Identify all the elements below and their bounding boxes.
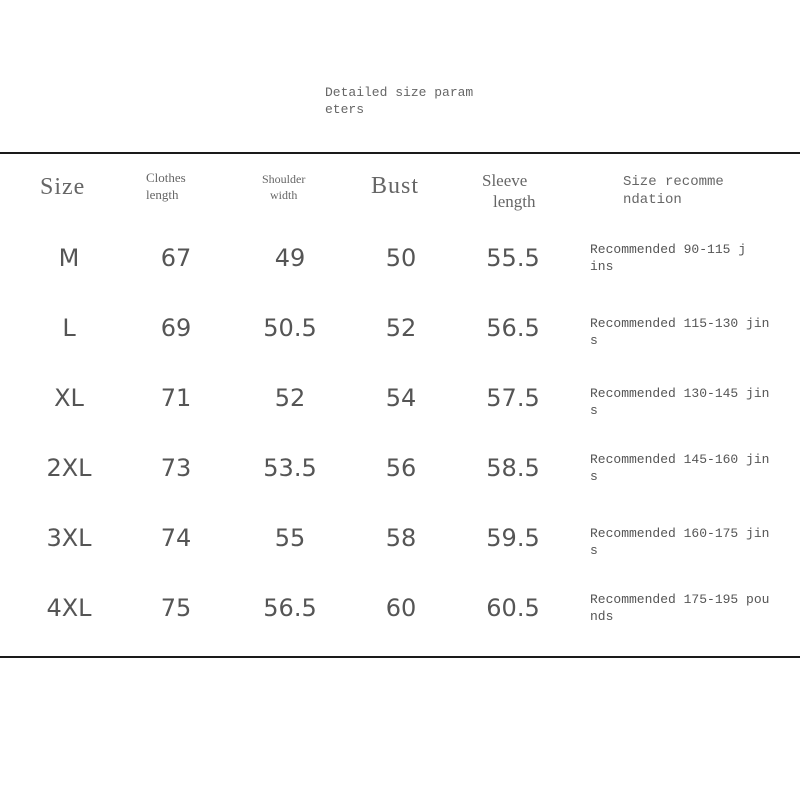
header-sleeve-length-line-1: Sleeve [482, 171, 528, 190]
cell-size-recommendation [590, 315, 770, 349]
cell-bust: 56 [385, 454, 417, 482]
cell-size-recommendation [590, 451, 770, 485]
cell-size-recommendation-line-1: Recommended 130-145 jins [590, 386, 770, 418]
cell-shoulder-width: 55 [274, 524, 306, 552]
cell-clothes-length: 75 [160, 594, 192, 622]
cell-sleeve-length: 59.5 [486, 524, 540, 552]
cell-size-recommendation-line-1: Recommended 115-130 jins [590, 316, 770, 348]
cell-size-recommendation-line-1: Recommended 145-160 jin [590, 452, 770, 467]
cell-clothes-length: 74 [160, 524, 192, 552]
header-sleeve-length-line-2: length [493, 192, 536, 211]
cell-sleeve-length: 57.5 [486, 384, 540, 412]
cell-bust: 60 [385, 594, 417, 622]
cell-bust: 52 [385, 314, 417, 342]
cell-sleeve-length: 60.5 [486, 594, 540, 622]
cell-clothes-length: 69 [160, 314, 192, 342]
cell-size-recommendation-line-2: s [590, 469, 598, 484]
header-sleeve-length [482, 170, 536, 212]
cell-size: L [62, 314, 76, 342]
header-shoulder-width-line-1: Shoulder [262, 172, 306, 186]
table-row [0, 303, 800, 353]
cell-size-recommendation [590, 525, 770, 559]
cell-size-recommendation [590, 241, 770, 275]
page-title-line-2: eters [325, 102, 365, 117]
cell-shoulder-width: 49 [274, 244, 306, 272]
cell-bust: 58 [385, 524, 417, 552]
table-row [0, 373, 800, 423]
header-clothes-length-line-1: Clothes [146, 170, 186, 185]
cell-shoulder-width: 52 [274, 384, 306, 412]
header-size-recommendation [623, 173, 724, 209]
table-row [0, 513, 800, 563]
cell-size-recommendation [590, 591, 770, 625]
cell-bust: 50 [385, 244, 417, 272]
header-size: Size [40, 174, 86, 200]
cell-size-recommendation-line-1: Recommended 160-175 jins [590, 526, 770, 558]
cell-size: XL [54, 384, 84, 412]
cell-clothes-length: 71 [160, 384, 192, 412]
table-row [0, 233, 800, 283]
header-size-recommendation-line-2: ndation [623, 192, 682, 208]
page-title [325, 84, 485, 118]
header-bust: Bust [371, 173, 420, 199]
cell-size-recommendation-line-2: ins [590, 259, 614, 274]
header-clothes-length [146, 169, 186, 203]
cell-size: 2XL [46, 454, 92, 482]
header-shoulder-width-line-2: width [270, 188, 298, 202]
cell-size-recommendation-line-1: Recommended 175-195 pou [590, 592, 770, 607]
cell-size-recommendation-line-2: nds [590, 609, 614, 624]
table-row [0, 583, 800, 633]
header-clothes-length-line-2: length [146, 187, 179, 202]
cell-bust: 54 [385, 384, 417, 412]
cell-size: M [58, 244, 80, 272]
cell-sleeve-length: 55.5 [486, 244, 540, 272]
cell-shoulder-width: 50.5 [263, 314, 317, 342]
cell-size: 4XL [46, 594, 92, 622]
cell-shoulder-width: 53.5 [263, 454, 317, 482]
cell-size: 3XL [46, 524, 92, 552]
cell-clothes-length: 67 [160, 244, 192, 272]
cell-clothes-length: 73 [160, 454, 192, 482]
cell-shoulder-width: 56.5 [263, 594, 317, 622]
cell-sleeve-length: 56.5 [486, 314, 540, 342]
table-bottom-divider [0, 656, 800, 658]
header-shoulder-width [262, 171, 305, 203]
cell-size-recommendation [590, 385, 770, 419]
header-size-recommendation-line-1: Size recomme [623, 174, 724, 190]
cell-sleeve-length: 58.5 [486, 454, 540, 482]
cell-size-recommendation-line-1: Recommended 90-115 j [590, 242, 747, 257]
page-title-line-1: Detailed size param [325, 85, 474, 100]
table-row [0, 443, 800, 493]
table-top-divider [0, 152, 800, 154]
